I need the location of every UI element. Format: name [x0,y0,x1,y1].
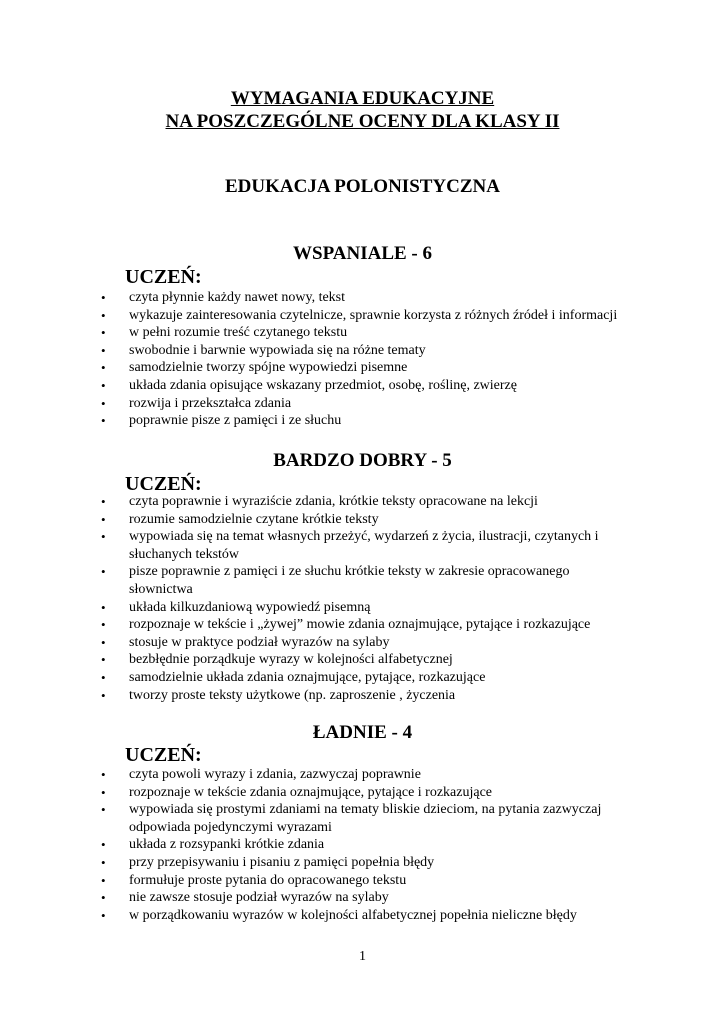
page-number: 1 [359,949,366,964]
list-item [0,907,725,925]
bullet-icon: • [101,669,106,685]
bullet-icon: • [101,342,106,358]
list-item [0,801,725,836]
bullet-icon: • [101,802,106,818]
bullet-icon: • [101,872,106,888]
bullet-icon: • [101,413,106,429]
bullet-icon: • [101,360,106,376]
list-item [0,563,725,598]
subject-heading: EDUKACJA POLONISTYCZNA [224,176,500,197]
list-item-text: poprawnie pisze z pamięci i ze słuchu [129,413,342,429]
list-item-text: czyta poprawnie i wyraziście zdania, krótkie teksty opracowane na lekcji [129,494,538,509]
grade-heading: ŁADNIE - 4 [312,722,413,743]
list-item-text: tworzy proste teksty użytkowe (np. zaproszenie , życzenia [129,687,456,703]
bullet-icon: • [101,907,106,923]
grade-heading: BARDZO DOBRY - 5 [273,450,452,471]
list-item [0,784,725,802]
bullet-icon: • [101,652,106,668]
list-item [0,307,725,325]
bullet-icon: • [101,599,106,615]
list-item-text: samodzielnie tworzy spójne wypowiedzi pisemne [129,360,408,376]
list-item [0,342,725,360]
list-item-text: rozpoznaje w tekście zdania oznajmujące, pytające i rozkazujące [129,784,493,800]
list-item [0,872,725,890]
grade-heading: WSPANIALE - 6 [293,243,432,264]
bullet-icon: • [101,837,106,853]
list-item [0,599,725,617]
document-title-line-1: WYMAGANIA EDUKACYJNE [230,88,495,109]
list-item-text: formułuje proste pytania do opracowanego tekstu [129,872,407,888]
bullet-icon: • [101,784,106,800]
list-item [0,412,725,430]
list-item-text: czyta powoli wyrazy i zdania, zazwyczaj poprawnie [129,767,421,782]
bullet-icon: • [101,307,106,323]
bullet-icon: • [101,617,106,633]
document-title-line-2: NA POSZCZEGÓLNE OCENY DLA KLASY II [165,111,560,132]
list-item-text: wykazuje zainteresowania czytelnicze, sprawnie korzysta z różnych źródeł i informacji [129,307,618,323]
list-item [0,616,725,634]
list-item-text: układa kilkuzdaniową wypowiedź pisemną [129,599,371,615]
list-item [0,669,725,687]
list-item-text: pisze poprawnie z pamięci i ze słuchu krótkie teksty w zakresie opracowanego słownictwa [129,564,570,597]
bullet-icon: • [101,529,106,545]
list-item [0,651,725,669]
list-item [0,889,725,907]
requirements-list [0,289,725,430]
list-item-text: układa zdania opisujące wskazany przedmiot, osobę, roślinę, zwierzę [129,377,517,393]
list-item-text: stosuje w praktyce podział wyrazów na sylaby [129,634,390,650]
list-item-text: rozwija i przekształca zdania [129,395,292,411]
list-item [0,377,725,395]
list-item [0,854,725,872]
list-item [0,528,725,563]
student-label: UCZEŃ: [125,473,202,495]
list-item-text: rozumie samodzielnie czytane krótkie teksty [129,511,379,527]
bullet-icon: • [101,395,106,411]
bullet-icon: • [101,511,106,527]
list-item [0,634,725,652]
list-item-text: w pełni rozumie treść czytanego tekstu [129,325,348,341]
student-label: UCZEŃ: [125,266,202,288]
list-item-text: samodzielnie układa zdania oznajmujące, pytające, rozkazujące [129,669,486,685]
bullet-icon: • [101,687,106,703]
list-item-text: czyta płynnie każdy nawet nowy, tekst [129,290,346,305]
list-item [0,766,725,784]
list-item-text: w porządkowaniu wyrazów w kolejności alfabetycznej popełnia nieliczne błędy [129,907,577,923]
list-item [0,359,725,377]
bullet-icon: • [101,634,106,650]
list-item [0,511,725,529]
bullet-icon: • [101,890,106,906]
list-item [0,687,725,705]
list-item [0,289,725,307]
list-item-text: wypowiada się prostymi zdaniami na tematy bliskie dzieciom, na pytania zazwyczaj odpowiada pojedynczymi wyrazami [129,802,602,835]
list-item-text: swobodnie i barwnie wypowiada się na różne tematy [129,342,426,358]
list-item [0,836,725,854]
requirements-list [0,493,725,704]
bullet-icon: • [101,564,106,580]
list-item-text: przy przepisywaniu i pisaniu z pamięci popełnia błędy [129,854,435,870]
list-item-text: rozpoznaje w tekście i „żywej” mowie zdania oznajmujące, pytające i rozkazujące [129,617,591,633]
requirements-list [0,766,725,924]
list-item-text: układa z rozsypanki krótkie zdania [129,837,325,853]
bullet-icon: • [101,854,106,870]
list-item-text: wypowiada się na temat własnych przeżyć, wydarzeń z życia, ilustracji, czytanych i słuchanych tekstów [129,529,599,562]
list-item [0,324,725,342]
list-item [0,493,725,511]
bullet-icon: • [101,377,106,393]
bullet-icon: • [101,767,106,782]
bullet-icon: • [101,494,106,509]
list-item-text: bezbłędnie porządkuje wyrazy w kolejności alfabetycznej [129,652,453,668]
bullet-icon: • [101,290,106,305]
student-label: UCZEŃ: [125,744,202,766]
list-item-text: nie zawsze stosuje podział wyrazów na sylaby [129,890,389,906]
list-item [0,395,725,413]
bullet-icon: • [101,325,106,341]
